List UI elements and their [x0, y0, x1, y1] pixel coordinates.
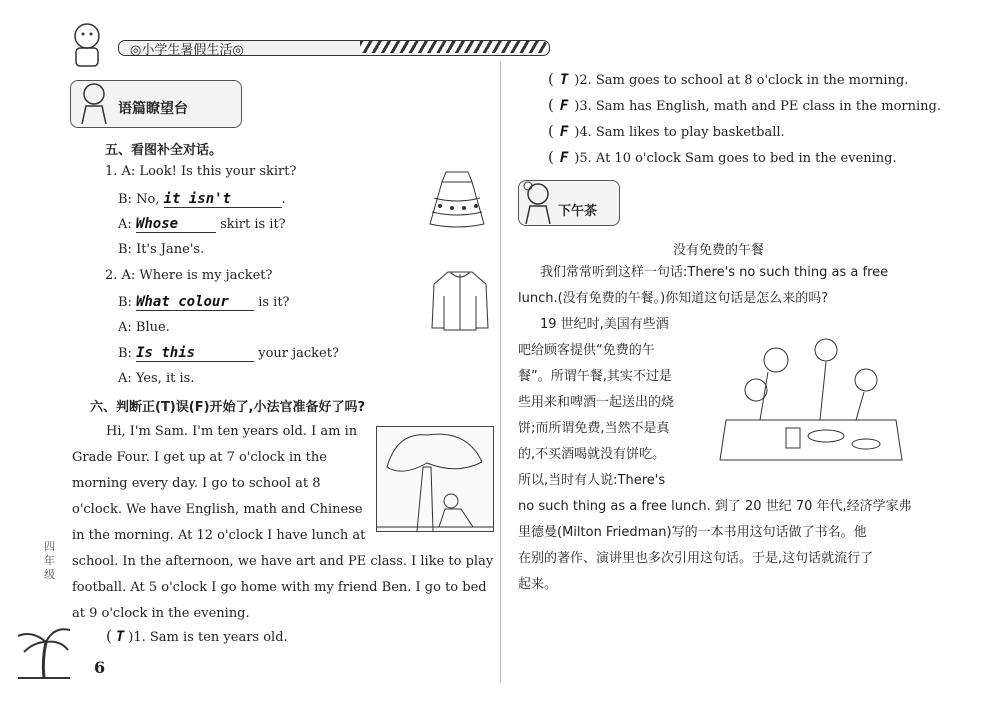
passage-line-1: Hi, I'm Sam. I'm ten years old. I am in — [106, 424, 358, 439]
tf-item-4: ( F )4. Sam likes to play basketball. — [548, 122, 785, 140]
answer-it-isnt: it isn't — [164, 191, 282, 208]
article-line-10: no such thing as a free lunch. 到了 20 世纪 70 年代,经济学家弗 — [518, 499, 912, 514]
page-number: 6 — [94, 658, 106, 677]
answer-f-4: F — [559, 124, 569, 140]
article-line-1: 我们常常听到这样一句话:There's no such thing as a free — [540, 265, 889, 280]
dialog1-line2: B: No, it isn't . — [118, 191, 286, 207]
tf-item-2: ( T )2. Sam goes to school at 8 o'clock in the morning. — [548, 70, 909, 88]
first-item: ( T )1. Sam is ten years old. — [106, 627, 288, 645]
dialog2-line2: B: What colour is it? — [118, 294, 290, 310]
article-line-8: 的,不买酒喝就没有饼吃。 — [518, 447, 666, 462]
passage-line-5: in the morning. At 12 o'clock I have lunch at — [72, 528, 366, 543]
skirt-icon — [424, 168, 490, 234]
article-line-2: lunch.(没有免费的午餐。)你知道这句话是怎么来的吗? — [518, 291, 829, 306]
article-line-5: 餐”。所谓午餐,其实不过是 — [518, 369, 672, 384]
answer-is-this: Is this — [136, 345, 254, 362]
tf-item-5: ( F )5. At 10 o'clock Sam goes to bed in the evening. — [548, 148, 897, 166]
answer-f-5: F — [559, 150, 569, 166]
passage-line-8: at 9 o'clock in the evening. — [72, 606, 250, 621]
section-title-tea: 下午茶 — [558, 204, 598, 219]
passage-line-4: o'clock. We have English, math and Chinese — [72, 502, 363, 517]
dialog1-line1: 1. A: Look! Is this your skirt? — [105, 164, 297, 179]
passage-line-3: morning every day. I go to school at 8 — [72, 476, 321, 491]
answer-whose: Whose — [136, 216, 216, 233]
answer-f-3: F — [559, 98, 569, 114]
palm-tree-icon — [14, 620, 74, 684]
header-title: ◎小学生暑假生活◎ — [130, 43, 244, 58]
dialog2-line4: B: Is this your jacket? — [118, 345, 339, 361]
dialog2-line5: A: Yes, it is. — [118, 371, 195, 386]
q5-title: 五、看图补全对话。 — [105, 143, 223, 158]
article-line-11: 里德曼(Milton Friedman)写的一本书用这句话做了书名。他 — [518, 525, 867, 540]
passage-line-6: school. In the afternoon, we have art and PE class. I like to play — [72, 554, 494, 569]
dialog1-line3: A: Whose skirt is it? — [118, 216, 286, 232]
girl-icon — [520, 180, 556, 228]
page-divider — [500, 62, 501, 682]
answer-what-colour: What colour — [136, 294, 254, 311]
article-line-13: 起来。 — [518, 577, 558, 592]
dialog2-line1: 2. A: Where is my jacket? — [105, 268, 273, 283]
article-line-9: 所以,当时有人说:There's — [518, 473, 666, 488]
article-title: 没有免费的午餐 — [673, 243, 765, 258]
answer-t-2: T — [559, 72, 569, 88]
tree-reading-picture — [376, 426, 494, 532]
section-title-reading: 语篇瞭望台 — [118, 101, 188, 117]
article-line-6: 些用来和啤酒一起送出的烧 — [518, 395, 675, 410]
answer-t-1: T — [115, 629, 125, 645]
dialog2-line3: A: Blue. — [118, 320, 170, 335]
passage-line-2: Grade Four. I get up at 7 o'clock in the — [72, 450, 327, 465]
jacket-icon — [428, 266, 492, 338]
boy-icon — [74, 80, 114, 128]
passage-line-7: football. At 5 o'clock I go home with my friend Ben. I go to bed — [72, 580, 487, 595]
article-line-4: 吧给顾客提供“免费的午 — [518, 343, 655, 358]
article-line-3: 19 世纪时,美国有些酒 — [540, 317, 669, 332]
picnic-picture — [716, 320, 906, 470]
dialog1-line4: B: It's Jane's. — [118, 242, 205, 257]
article-line-12: 在别的著作、演讲里也多次引用这句话。于是,这句话就流行了 — [518, 551, 874, 566]
header-stripe — [360, 41, 548, 53]
grade-side-label: 四年级 — [44, 540, 55, 581]
header-mascot-icon — [62, 18, 112, 68]
article-line-7: 饼;而所谓免费,当然不是真 — [518, 421, 670, 436]
tf-item-3: ( F )3. Sam has English, math and PE class in the morning. — [548, 96, 941, 114]
q6-title: 六、判断正(T)误(F)开始了,小法官准备好了吗? — [90, 400, 365, 415]
